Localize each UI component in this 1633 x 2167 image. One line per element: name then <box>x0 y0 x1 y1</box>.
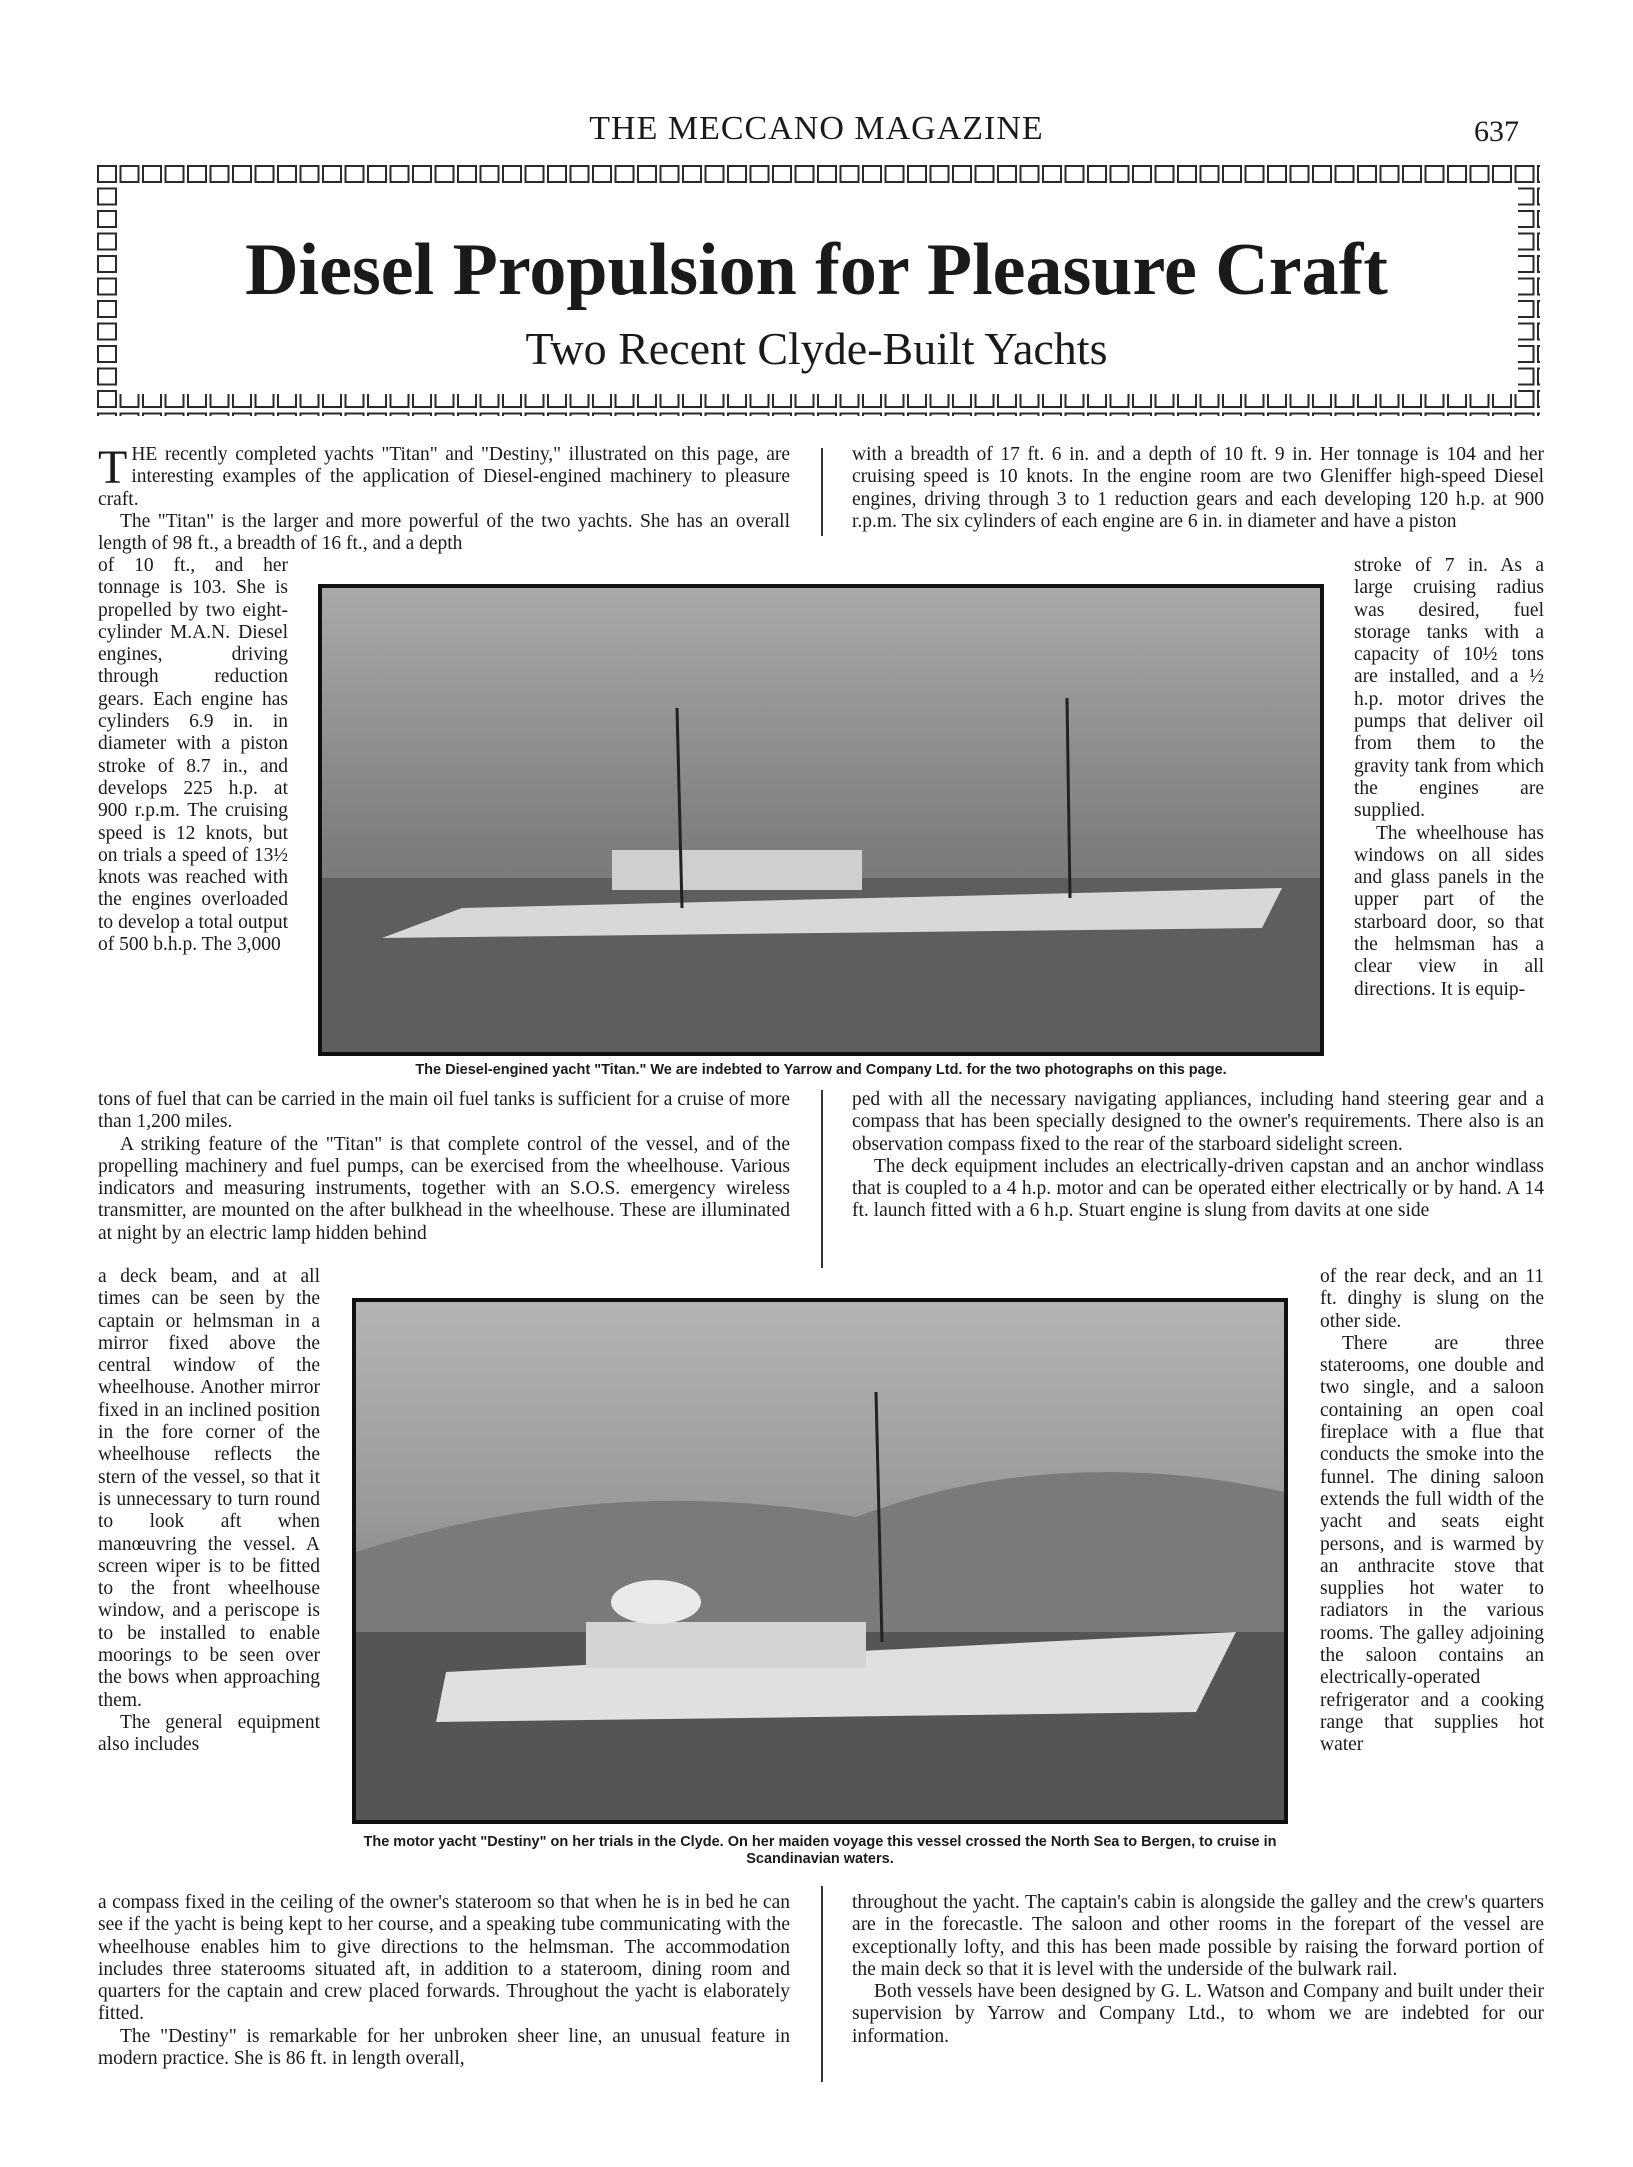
column-rule-mid <box>821 1090 823 1268</box>
paragraph: There are three staterooms, one double and two single, and a saloon containing an open coal fireplace with a flue that conducts the smoke into the funnel. The dining saloon extends the full width of the yacht and seats eight persons, and is warmed by an anthracite stove that supplies hot water to radiators in the various rooms. The galley adjoining the saloon contains an electrically-operated refrigerator and a cooking range that supplies hot water <box>1320 1332 1544 1756</box>
paragraph: The wheelhouse has windows on all sides and glass panels in the upper part of the starboard door, so that the helmsman has a clear view in all directions. It is equip- <box>1354 822 1544 1000</box>
destiny-caption: The motor yacht "Destiny" on her trials in the Clyde. On her maiden voyage this vessel crossed the North Sea to Bergen, to cruise in Scandinavian waters. <box>363 1834 1277 1867</box>
col2-bottom <box>852 1892 1544 2048</box>
paragraph: of the rear deck, and an 11 ft. dinghy is slung on the other side. <box>1320 1266 1544 1332</box>
col2-mid <box>852 1089 1544 1223</box>
col2-top <box>852 444 1544 533</box>
col1-mid <box>98 1089 790 1245</box>
paragraph: a compass fixed in the ceiling of the owner's stateroom so that when he is in bed he can see if the yacht is being kept to her course, and a speaking tube communicating with the wheelhouse enables him to give directions to the helmsman. The accommodation includes three staterooms situated aft, in addition to a stateroom, dining room and quarters for the captain and crew placed forwards. Throughout the yacht is elaborately fitted. <box>98 1892 790 2025</box>
titan-yacht-image <box>322 588 1320 1052</box>
col1-top <box>98 441 790 555</box>
paragraph: The general equipment also includes <box>98 1711 320 1756</box>
paragraph: The "Titan" is the larger and more powerful of the two yachts. She has an overall length of 98 ft., a breadth of 16 ft., and a depth <box>98 510 790 555</box>
column-rule-top <box>821 448 823 536</box>
col1-narrow <box>98 555 288 956</box>
paragraph: tons of fuel that can be carried in the main oil fuel tanks is sufficient for a cruise of more than 1,200 miles. <box>98 1089 790 1133</box>
col2-narrow2 <box>1320 1266 1544 1757</box>
paragraph: ped with all the necessary navigating appliances, including hand steering gear and a compass that has been specially designed to the owner's requirements. There also is an observation compass fixed to the rear of the starboard sidelight screen. <box>852 1089 1544 1155</box>
paragraph: a deck beam, and at all times can be seen by the captain or helmsman in a mirror fixed above the central window of the wheelhouse. Another mirror fixed in an inclined position in the fore corner of the wheelhouse reflects the stern of the vessel, so that it is unnecessary to turn round to look aft when manœuvring the vessel. A screen wiper is to be fitted to the front wheelhouse window, and a periscope is to be installed to enable moorings to be seen over the bows when approaching them. <box>98 1266 320 1711</box>
destiny-yacht-image <box>356 1302 1284 1820</box>
col1-bottom <box>98 1892 790 2070</box>
titan-photo <box>318 584 1324 1056</box>
paragraph: The "Destiny" is remarkable for her unbroken sheer line, an unusual feature in modern practice. She is 86 ft. in length overall, <box>98 2025 790 2070</box>
paragraph: throughout the yacht. The captain's cabin is alongside the galley and the crew's quarters are in the forecastle. The saloon and other rooms in the forepart of the vessel are exceptionally lofty, and this has been made possible by raising the forward portion of the main deck so that it is level with the underside of the bulwark rail. <box>852 1892 1544 1980</box>
paragraph: with a breadth of 17 ft. 6 in. and a depth of 10 ft. 9 in. Her tonnage is 104 and her cruising speed is 10 knots. In the engine room are two Gleniffer high-speed Diesel engines, driving through 3 to 1 reduction gears and each developing 120 h.p. at 900 r.p.m. The six cylinders of each engine are 6 in. in diameter and have a piston <box>852 444 1544 532</box>
titan-caption: The Diesel-engined yacht "Titan." We are indebted to Yarrow and Company Ltd. for the two photographs on this page. <box>415 1062 1227 1078</box>
paragraph: The deck equipment includes an electrically-driven capstan and an anchor windlass that is coupled to a 4 h.p. motor and can be operated either electrically or by hand. A 14 ft. launch fitted with a 6 h.p. Stuart engine is slung from davits at one side <box>852 1155 1544 1222</box>
paragraph: Both vessels have been designed by G. L. Watson and Company and built under their supervision by Yarrow and Company Ltd., to whom we are indebted for our information. <box>852 1981 1544 2047</box>
intro-paragraph: THE recently completed yachts "Titan" and "Destiny," illustrated on this page, are interesting examples of the application of Diesel-engined machinery to pleasure craft. <box>98 441 790 510</box>
article-title: Diesel Propulsion for Pleasure Craft <box>245 229 1388 311</box>
col1-narrow2 <box>98 1266 320 1757</box>
column-rule-bottom <box>821 1886 823 2082</box>
paragraph: A striking feature of the "Titan" is that complete control of the vessel, and of the propelling machinery and fuel pumps, can be exercised from the wheelhouse. Various indicators and measuring instruments, together with an S.O.S. emergency wireless transmitter, are mounted on the after bulkhead in the wheelhouse. These are illuminated at night by an electric lamp hidden behind <box>98 1133 790 1244</box>
paragraph: of 10 ft., and her tonnage is 103. She is propelled by two eight-cylinder M.A.N. Diesel engines, driving through reduction gears. Each engine has cylinders 6.9 in. in diameter with a piston stroke of 8.7 in., and develops 225 h.p. at 900 r.p.m. The cruising speed is 12 knots, but on trials a speed of 13½ knots was reached with the engines overloaded to develop a total output of 500 b.h.p. The 3,000 <box>98 555 288 956</box>
col2-narrow <box>1354 555 1544 1001</box>
drop-cap: T <box>98 441 128 494</box>
page-number: 637 <box>1474 115 1519 148</box>
running-title: THE MECCANO MAGAZINE <box>589 110 1044 147</box>
paragraph: stroke of 7 in. As a large cruising radius was desired, fuel storage tanks with a capacity of 10½ tons are installed, and a ½ h.p. motor drives the pumps that deliver oil from them to the gravity tank from which the engines are supplied. <box>1354 555 1544 822</box>
article-subtitle: Two Recent Clyde-Built Yachts <box>525 323 1108 374</box>
destiny-photo <box>352 1298 1288 1824</box>
